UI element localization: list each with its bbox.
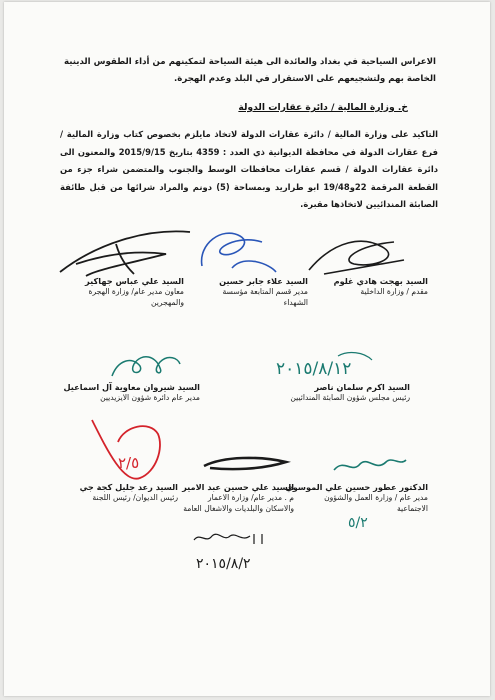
signature-2-blue: [192, 224, 282, 276]
signatory-7-title: م . مدير عام/ وزارة الاعمار والاسكان والبلديات والاشغال العامة: [183, 493, 294, 513]
signatory-8: [58, 482, 178, 503]
handwritten-date-teal: [268, 348, 378, 384]
signatory-3-name: السيد علي عباس جهاكير: [85, 276, 184, 286]
signatory-4-name: السيد اكرم سلمان ناصر: [314, 382, 410, 392]
handwritten-date-2: ٢٠١٥/٨/٢: [196, 556, 251, 572]
signatory-1-title: مقدم / وزارة الداخلية: [360, 287, 428, 296]
handwritten-initials: [344, 510, 384, 532]
signature-1-black: [304, 230, 414, 280]
signatory-3: [56, 276, 184, 308]
initials-note: ٥/٢: [348, 515, 368, 531]
signatory-8-title: رئيس الديوان/ رئيس اللجنة: [92, 493, 178, 502]
signature-6-teal: [330, 452, 410, 478]
signature-8-red: [84, 412, 170, 488]
signatory-4: [260, 382, 410, 403]
handwritten-date-1: ٢٠١٥/٨/١٢: [276, 359, 352, 379]
paragraph-intro: الاعراس السياحية في بغداد والعائدة الى هيئة السياحة لتمكينهم من أداء الطقوس الدينية الخاصة بهم ولتشجيعهم على الاستقرار في البلد وعدم الهجرة.: [64, 57, 436, 84]
section-heading: خ. وزارة المالية / دائرة عقارات الدولة: [238, 102, 408, 113]
signatory-2: [198, 276, 308, 308]
signatory-6-title: مدير عام / وزارة العمل والشؤون الاجتماعية: [324, 493, 428, 513]
handwritten-scribble: [190, 530, 280, 574]
signature-3-black: [56, 224, 196, 282]
signatory-7-name: السيد علي حسين عبد الامير: [182, 482, 294, 492]
signatory-3-title: معاون مدير عام/ وزارة الهجرة والمهجرين: [88, 287, 184, 307]
signatory-5: [40, 382, 200, 403]
signatory-8-name: السيد رعد جليل كجة جي: [79, 482, 178, 492]
signatory-1-name: السيد بهجت هادي غلوم: [333, 276, 428, 286]
red-note: ٢/٥: [118, 454, 140, 472]
signatory-5-name: السيد شيروان معاوية آل اسماعيل: [63, 382, 200, 392]
signatory-5-title: مدير عام دائرة شؤون الايزيديين: [100, 393, 200, 402]
signature-7-black: [200, 452, 290, 476]
signatory-1: [310, 276, 428, 297]
signatory-7: [182, 482, 294, 514]
signature-5-teal: [104, 346, 184, 386]
signatory-4-title: رئيس مجلس شؤون الصابئة المندائيين: [290, 393, 410, 402]
signatory-6-name: الدكتور عطور حسين علي الموسوي: [285, 482, 428, 492]
signatory-2-title: مدير قسم المتابعة مؤسسة الشهداء: [222, 287, 308, 307]
signatory-2-name: السيد علاء جابر حسين: [219, 276, 308, 286]
document-page: [4, 2, 490, 696]
paragraph-body: التاكيد على وزارة المالية / دائرة عقارات الدولة لاتخاذ مايلزم بخصوص كتاب وزارة المالية / فرع عقارات الدولة في محافظة الديوانية ذي العدد : 4359 بتاريخ 2015/9/15 والمعنون الى دائرة عقارات الدولة / قسم عقارات محافظات الوسط والجنوب والمتضمن شراء جزء من القطعة المرقمة 22و19/48 ابو طراريد وبمساحة (5) دونم والمراد شرائها من قبل طائفة الصابئة المندائيين لاتخاذها مقبرة.: [60, 129, 439, 209]
